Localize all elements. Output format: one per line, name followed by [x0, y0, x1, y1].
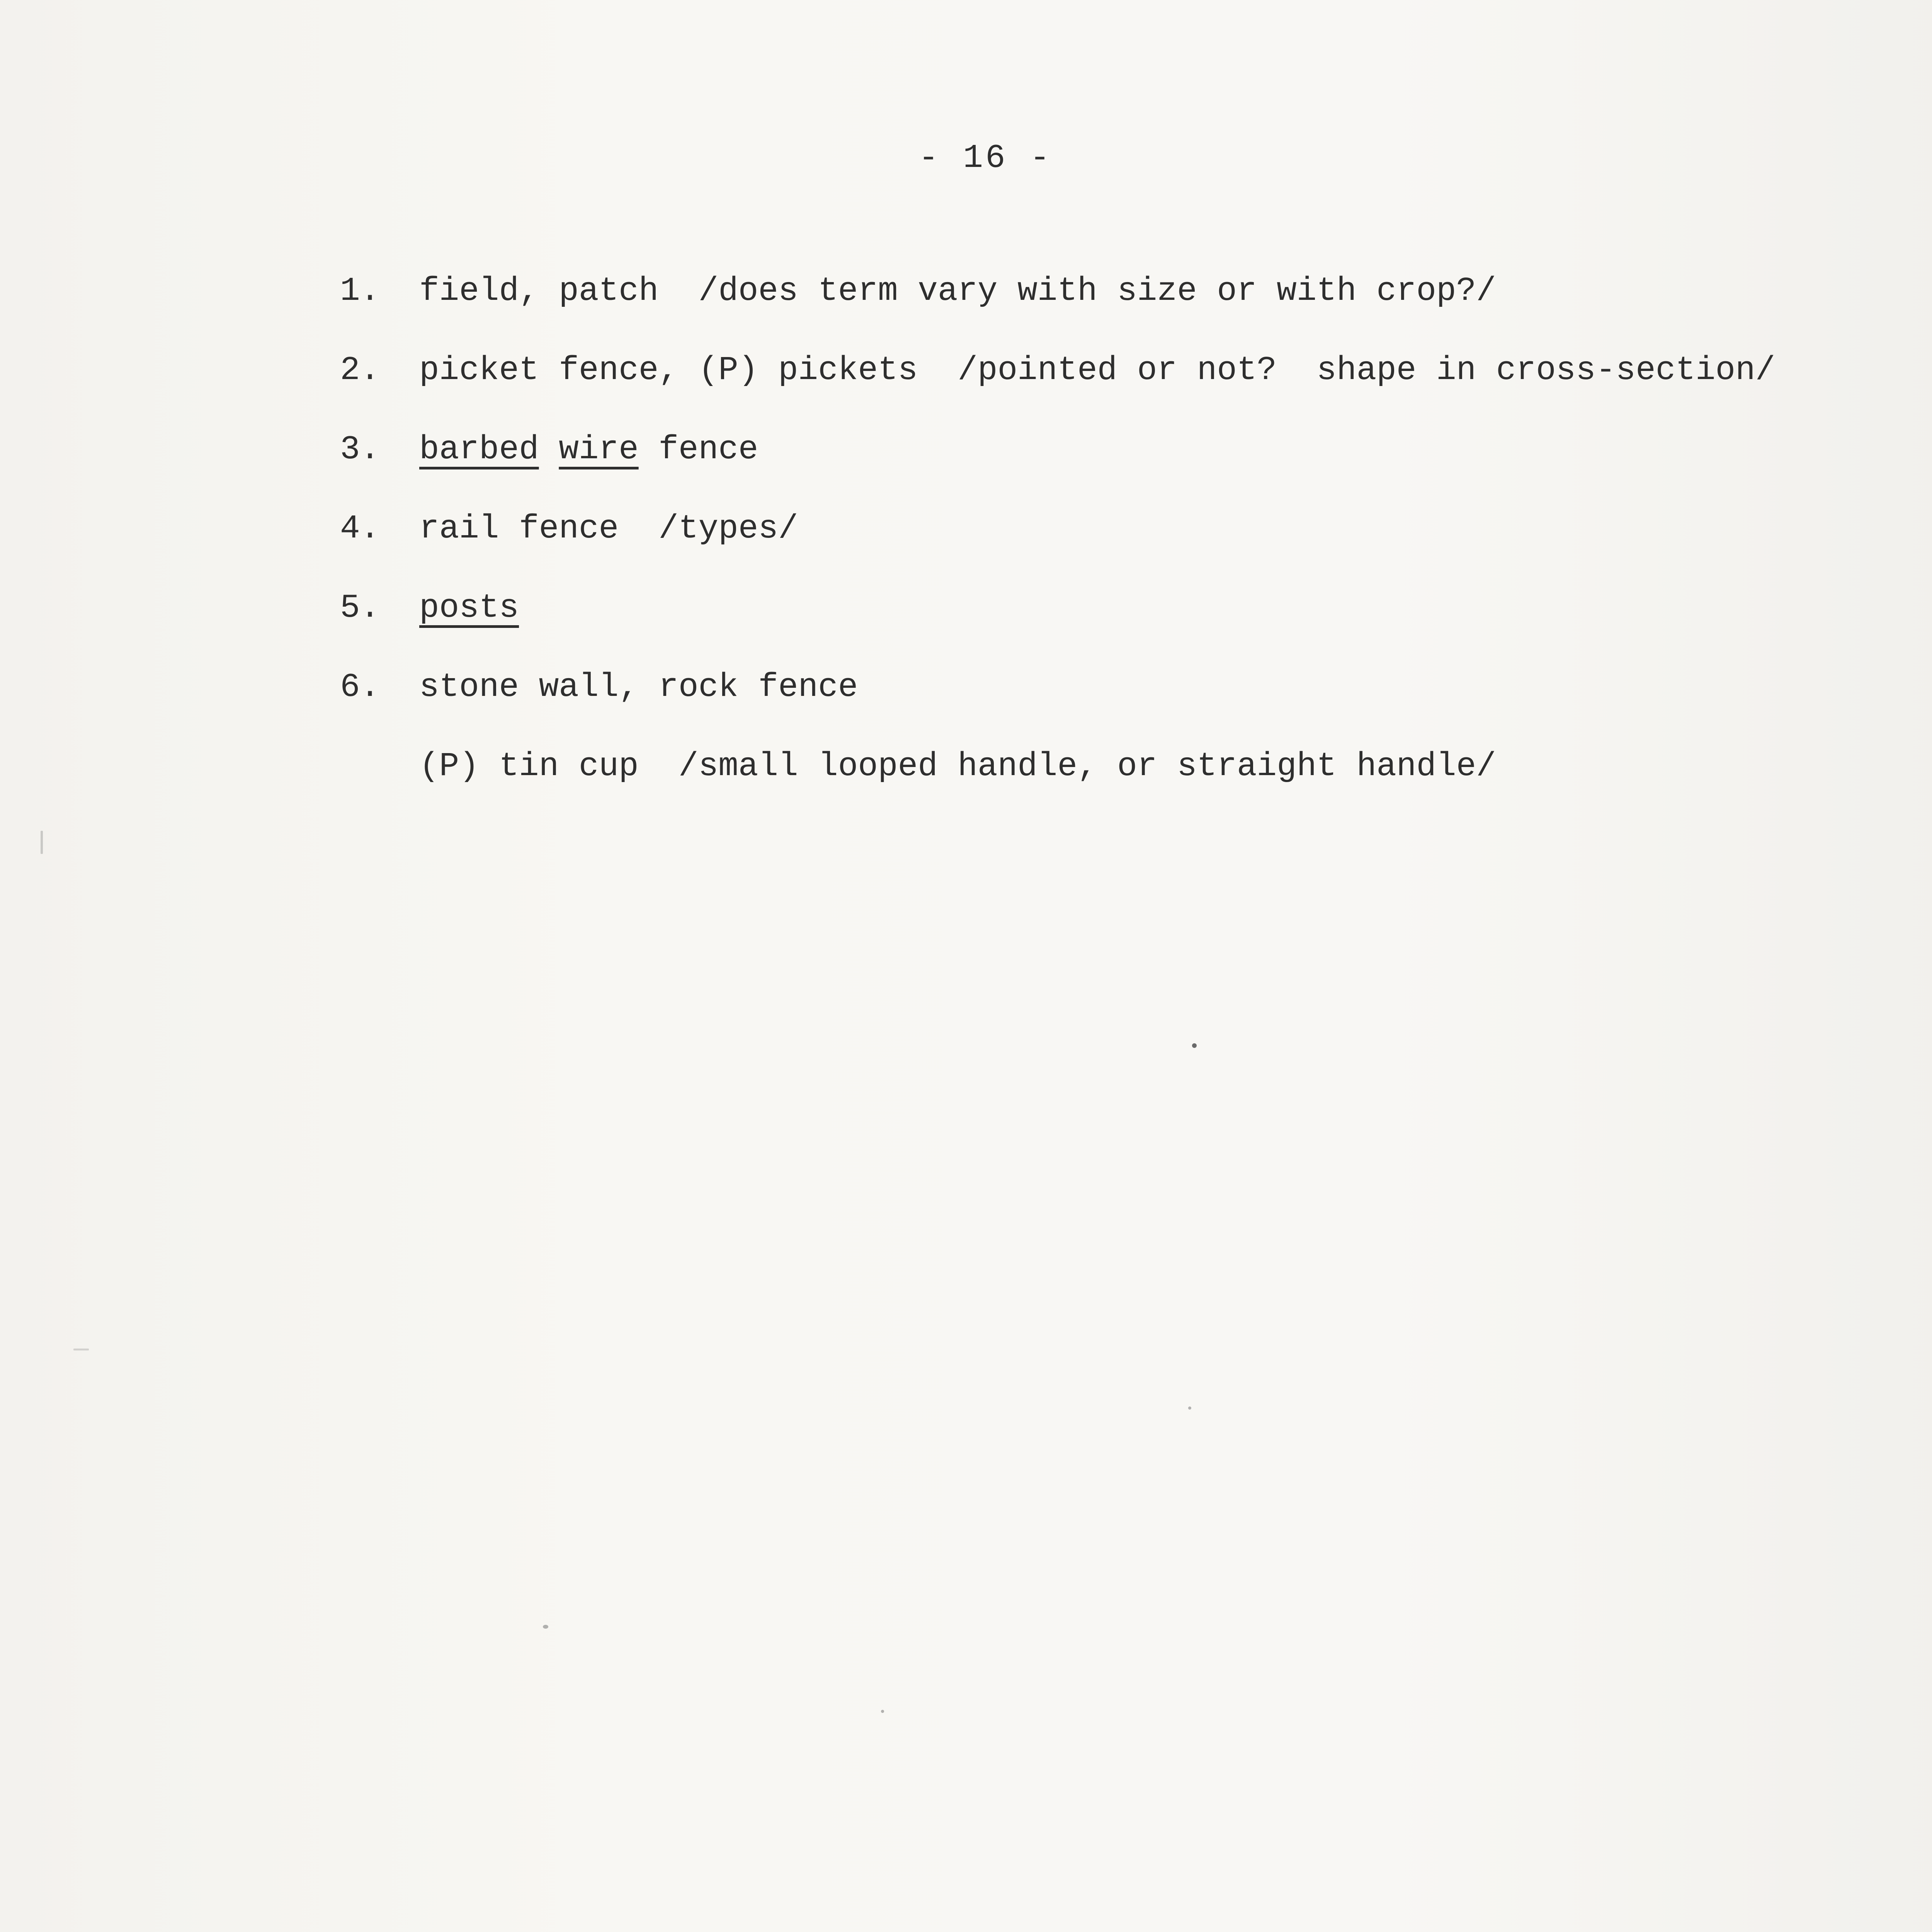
- item-number-2: 2.: [340, 351, 380, 389]
- paper-speck: [73, 1349, 89, 1350]
- item-text-5: [419, 589, 519, 627]
- item-number-4: 4.: [340, 510, 380, 548]
- paper-speck: [881, 1710, 884, 1713]
- item-number-6: 6.: [340, 668, 380, 706]
- item-3-wire: wire: [559, 430, 639, 468]
- item-text-3: [419, 430, 759, 468]
- paper-speck: [543, 1625, 548, 1629]
- paper-speck: [41, 831, 43, 854]
- item-3-fence: fence: [638, 430, 759, 468]
- item-number-3: 3.: [340, 430, 380, 468]
- page-number: - 16 -: [918, 139, 1052, 177]
- item-number-1: 1.: [340, 272, 380, 310]
- paper-speck: [1192, 1043, 1197, 1048]
- item-text-4: rail fence /types/: [419, 510, 798, 548]
- item-text-1: field, patch /does term vary with size or with crop?/: [419, 272, 1496, 310]
- paper-speck: [1188, 1406, 1191, 1410]
- item-3-space: [539, 430, 559, 468]
- item-text-6: stone wall, rock fence: [419, 668, 858, 706]
- extra-line: (P) tin cup /small looped handle, or straight handle/: [419, 747, 1496, 785]
- item-number-5: 5.: [340, 589, 380, 627]
- item-5-posts: posts: [419, 589, 519, 627]
- item-text-2: picket fence, (P) pickets /pointed or not? shape in cross-section/: [419, 351, 1776, 389]
- item-3-barbed: barbed: [419, 430, 539, 468]
